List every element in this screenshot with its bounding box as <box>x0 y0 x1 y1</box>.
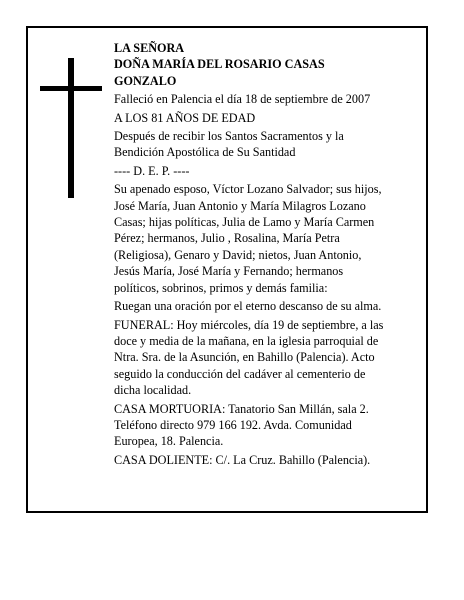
text-line: Casas; hijas políticas, Julia de Lamo y María Carmen <box>114 215 375 230</box>
text-line: Teléfono directo 979 166 192. Avda. Comunidad <box>114 417 352 432</box>
notice-text <box>114 40 420 468</box>
text-line: ---- D. E. P. ---- <box>114 163 190 178</box>
notice-paragraph <box>114 298 420 314</box>
text-line: Ntra. Sra. de la Asunción, en Bahillo (Palencia). Acto <box>114 350 375 365</box>
notice-paragraph <box>114 452 420 468</box>
notice-paragraph <box>114 163 420 179</box>
text-line: políticos, sobrinos, primos y demás familia: <box>114 280 328 295</box>
text-line: Bendición Apostólica de Su Santidad <box>114 145 296 160</box>
text-line: FUNERAL: Hoy miércoles, día 19 de septiembre, a las <box>114 317 384 332</box>
text-line: (Religiosa), Genaro y David; nietos, Juan Antonio, <box>114 247 362 262</box>
text-line: doce y media de la mañana, en la iglesia parroquial de <box>114 333 379 348</box>
notice-paragraph <box>114 128 420 161</box>
text-line: Su apenado esposo, Víctor Lozano Salvador; sus hijos, <box>114 182 382 197</box>
text-line: seguido la conducción del cadáver al cementerio de <box>114 366 366 381</box>
header-line: GONZALO <box>114 73 177 88</box>
text-line: Europea, 18. Palencia. <box>114 434 224 449</box>
cross-horizontal-bar <box>40 86 102 91</box>
text-line: A LOS 81 AÑOS DE EDAD <box>114 110 256 125</box>
notice-paragraph <box>114 110 420 126</box>
text-line: CASA DOLIENTE: C/. La Cruz. Bahillo (Palencia). <box>114 452 371 467</box>
text-line: Falleció en Palencia el día 18 de septiembre de 2007 <box>114 92 371 107</box>
header-line: DOÑA MARÍA DEL ROSARIO CASAS <box>114 57 325 72</box>
notice-paragraph <box>114 91 420 107</box>
text-line: Jesús María, José María y Fernando; hermanos <box>114 264 344 279</box>
header-line: LA SEÑORA <box>114 41 185 55</box>
notice-paragraph <box>114 401 420 450</box>
text-line: Pérez; hermanos, Julio , Rosalina, María Petra <box>114 231 340 246</box>
text-line: CASA MORTUORIA: Tanatorio San Millán, sala 2. <box>114 401 369 416</box>
text-line: Ruegan una oración por el eterno descanso de su alma. <box>114 299 382 314</box>
text-line: José María, Juan Antonio y María Milagros Lozano <box>114 198 366 213</box>
obituary-notice <box>26 26 428 513</box>
notice-paragraph <box>114 181 420 296</box>
text-line: Después de recibir los Santos Sacramentos y la <box>114 129 344 144</box>
text-line: dicha localidad. <box>114 383 192 398</box>
notice-paragraph <box>114 317 420 399</box>
cross-vertical-bar <box>68 58 74 198</box>
